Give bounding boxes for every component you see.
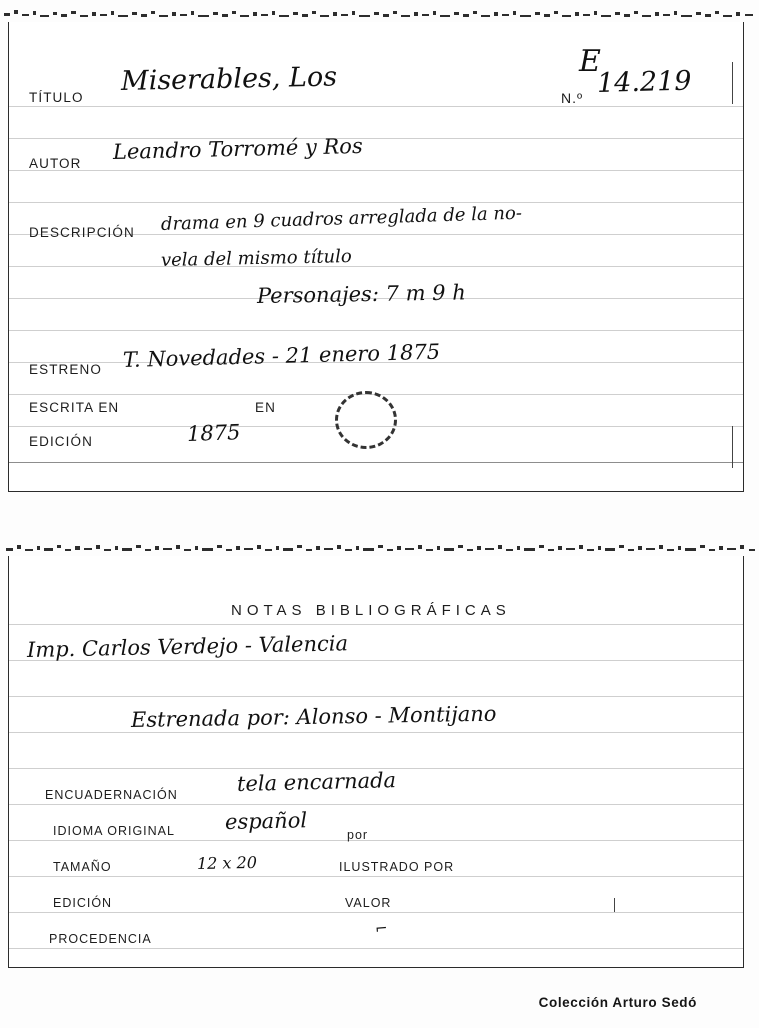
field-value-personajes: Personajes: 7 m 9 h [256, 280, 466, 308]
rule-line [9, 804, 743, 805]
rule-line [9, 948, 743, 949]
field-label-por: por [347, 828, 369, 842]
field-label-tamano: TAMAÑO [53, 860, 112, 874]
field-value-descripcion-line1: drama en 9 cuadros arreglada de la no- [160, 202, 523, 235]
rule-line [9, 330, 743, 331]
field-label-titulo: TÍTULO [29, 90, 84, 105]
rule-line [9, 106, 743, 107]
field-label-descripcion: DESCRIPCIÓN [29, 225, 135, 240]
section-title-notas-bibliograficas: NOTAS BIBLIOGRÁFICAS [231, 602, 511, 619]
top-right-mark: E [579, 44, 601, 79]
stamp-circle-icon [335, 391, 397, 449]
field-label-valor: VALOR [345, 896, 392, 910]
field-label-edicion: EDICIÓN [29, 434, 93, 449]
catalogue-card-front [8, 22, 744, 492]
note-line-2: Estrenada por: Alonso - Montijano [130, 701, 497, 732]
field-value-numero: 14.219 [596, 65, 692, 99]
field-value-estreno: T. Novedades - 21 enero 1875 [122, 339, 441, 372]
field-label-numero: N.º [561, 90, 584, 106]
rule-line [9, 912, 743, 913]
rule-line [9, 462, 743, 463]
field-label-escrita-en: ESCRITA EN [29, 400, 120, 415]
note-line-1: Imp. Carlos Verdejo - Valencia [26, 631, 349, 662]
rule-line [9, 696, 743, 697]
field-label-ilustrado-por: ILUSTRADO POR [339, 860, 455, 874]
collection-footer: Colección Arturo Sedó [538, 995, 697, 1010]
catalogue-card-back [8, 556, 744, 968]
torn-edge-top [0, 2, 759, 24]
field-label-edicion-back: EDICIÓN [53, 896, 113, 910]
field-label-encuadernacion: ENCUADERNACIÓN [45, 788, 178, 802]
field-value-encuadernacion: tela encarnada [236, 768, 397, 796]
field-value-tamano: 12 x 20 [196, 852, 258, 873]
rule-line [9, 876, 743, 877]
rule-line [9, 202, 743, 203]
rule-line [9, 840, 743, 841]
field-label-idioma-original: IDIOMA ORIGINAL [53, 824, 175, 838]
field-label-procedencia: PROCEDENCIA [49, 932, 152, 946]
rule-line [9, 624, 743, 625]
edge-tick [732, 426, 733, 468]
field-value-edicion: 1875 [186, 420, 241, 446]
field-label-autor: AUTOR [29, 156, 82, 171]
torn-edge-bottom [0, 536, 759, 558]
field-value-descripcion-line2: vela del mismo título [160, 246, 352, 271]
field-label-estreno: ESTRENO [29, 362, 102, 377]
rule-line [9, 660, 743, 661]
field-value-idioma-original: español [224, 808, 308, 834]
rule-line [9, 170, 743, 171]
rule-line [9, 732, 743, 733]
edge-tick [732, 62, 733, 104]
field-label-en: EN [255, 400, 276, 415]
field-value-titulo: Miserables, Los [120, 61, 338, 97]
field-value-autor: Leandro Torromé y Ros [112, 133, 363, 164]
rule-line [9, 266, 743, 267]
edge-tick [614, 898, 615, 912]
field-value-procedencia: ⌐ [374, 919, 389, 938]
